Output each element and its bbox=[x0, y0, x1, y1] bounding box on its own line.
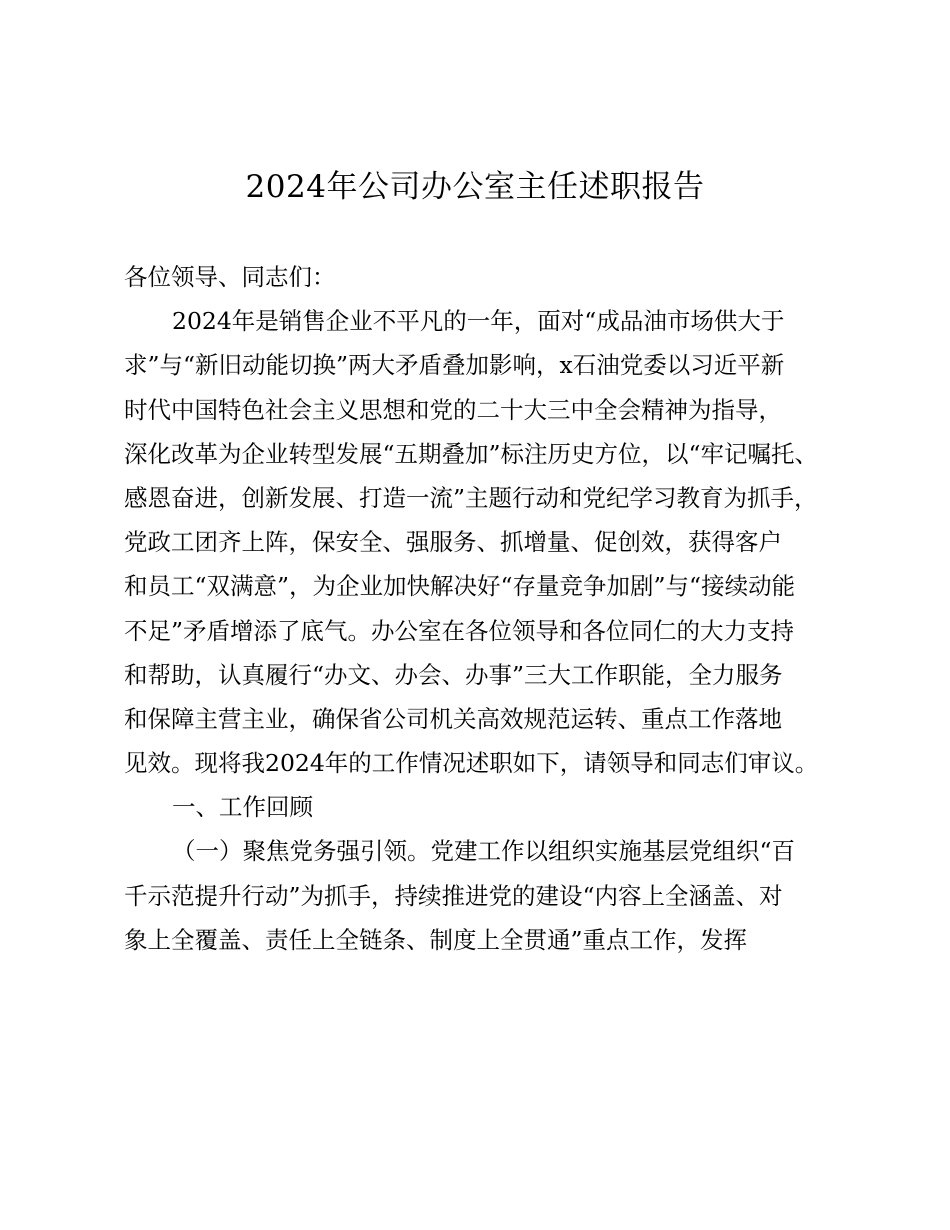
paragraph-line: 和帮助，认真履行“办文、办会、办事”三大工作职能，全力服务 bbox=[124, 660, 783, 689]
paragraph-line: 见效。现将我2024年的工作情况述职如下，请领导和同志们审议。 bbox=[124, 749, 819, 778]
paragraph-line: 和保障主营主业，确保省公司机关高效规范运转、重点工作落地 bbox=[124, 704, 782, 733]
paragraph-line: 和员工“双满意”，为企业加快解决好“存量竞争加剧”与“接续动能 bbox=[124, 572, 796, 601]
paragraph-party-work bbox=[124, 829, 836, 962]
section-heading: 一、工作回顾 bbox=[172, 793, 313, 822]
paragraph-line: 深化改革为企业转型发展“五期叠加”标注历史方位，以“牢记嘱托、 bbox=[124, 439, 819, 468]
paragraph-line: 千示范提升行动”为抓手，持续推进党的建设“内容上全涵盖、对 bbox=[124, 881, 783, 910]
document-body bbox=[124, 255, 836, 962]
paragraph-line: （一）聚焦党务强引领。党建工作以组织实施基层党组织“百 bbox=[172, 837, 796, 866]
paragraph-line: 党政工团齐上阵，保安全、强服务、抓增量、促创效，获得客户 bbox=[124, 528, 782, 557]
document-title: 2024年公司办公室主任述职报告 bbox=[245, 169, 705, 205]
salutation: 各位领导、同志们： bbox=[124, 263, 336, 291]
paragraph-line: 感恩奋进，创新发展、打造一流”主题行动和党纪学习教育为抓手， bbox=[124, 483, 818, 512]
paragraph-intro bbox=[124, 299, 836, 785]
paragraph-line: 时代中国特色社会主义思想和党的二十大三中全会精神为指导， bbox=[124, 395, 782, 424]
paragraph-line: 2024年是销售企业不平凡的一年，面对“成品油市场供大于 bbox=[172, 307, 785, 336]
paragraph-line: 不足”矛盾增添了底气。办公室在各位领导和各位同仁的大力支持 bbox=[124, 616, 795, 645]
paragraph-line: 求”与“新旧动能切换”两大矛盾叠加影响，x石油党委以习近平新 bbox=[124, 351, 785, 380]
paragraph-line: 象上全覆盖、责任上全链条、制度上全贯通”重点工作，发挥 bbox=[124, 925, 748, 954]
